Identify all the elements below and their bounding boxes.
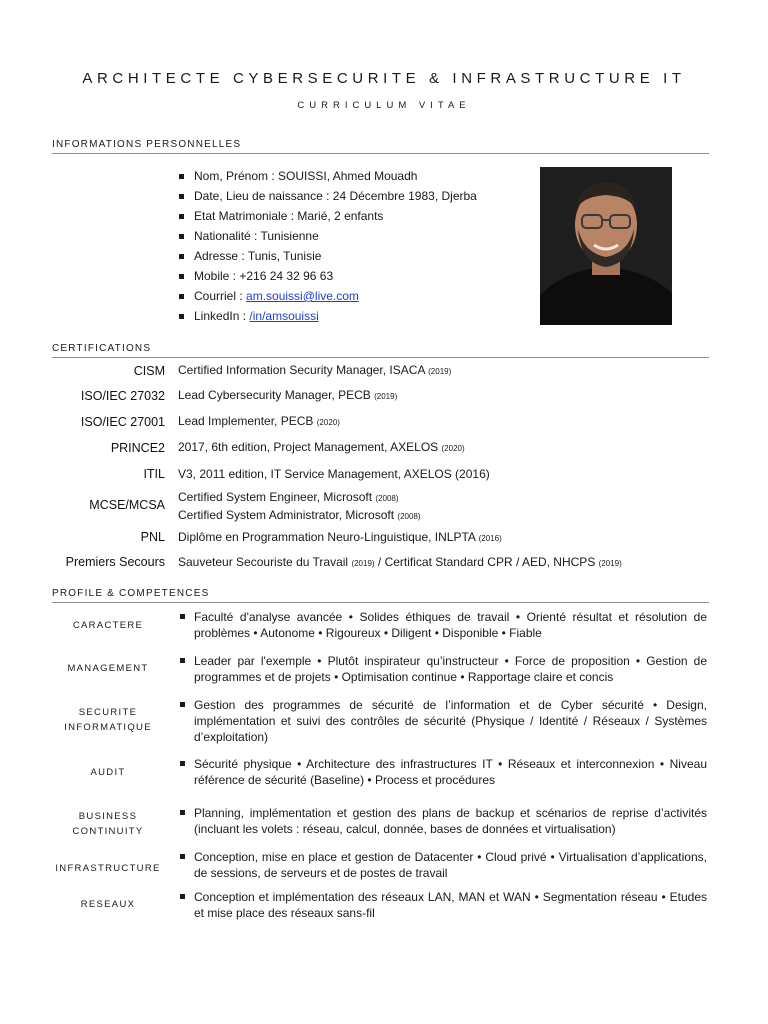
bullet-icon [179,314,184,319]
info-label: LinkedIn : [194,309,247,323]
cert-separator: / [374,555,385,569]
bullet-icon [180,658,185,663]
bullet-icon [180,854,185,859]
info-label: Adresse : [194,249,245,263]
list-item [178,286,477,306]
email-link[interactable]: am.souissi@live.com [246,289,359,303]
cert-desc-text: Diplôme en Programmation Neuro-Linguistique, INLPTA [178,530,476,544]
bullet-icon [179,274,184,279]
info-label: Etat Matrimoniale : [194,209,295,223]
cert-desc-text: Certified System Engineer, Microsoft [178,490,373,504]
page-title: ARCHITECTE CYBERSECURITE & INFRASTRUCTURE IT [82,70,686,87]
bullet-icon [179,294,184,299]
bullet-icon [179,254,184,259]
profile-label: INFRASTRUCTURE [55,863,161,874]
info-value: Marié, 2 enfants [297,209,384,223]
cert-desc-text: Certified Information Security Manager, ISACA [178,363,425,377]
info-label: Courriel : [194,289,243,303]
info-value: 24 Décembre 1983, Djerba [332,189,477,203]
cert-desc-text: Lead Cybersecurity Manager, PECB [178,388,371,402]
info-label: Date, Lieu de naissance : [194,189,330,203]
info-label: Nom, Prénom : [194,169,275,183]
cert-name: ITIL [143,467,165,481]
cert-name: PNL [140,530,165,544]
list-item [178,166,477,186]
cert-desc [178,529,709,547]
info-label: Mobile : [194,269,237,283]
cert-year: (2016) [478,534,502,543]
profile-text: Sécurité physique • Architecture des infrastructures IT • Réseaux et interconnexion • Niveau référence de sécurité (Baseline) • Process et procédures [194,757,707,787]
profile-photo [540,167,672,325]
cert-name: ISO/IEC 27032 [80,389,165,403]
section-heading-personal: INFORMATIONS PERSONNELLES [52,139,709,154]
cert-year: (2020) [441,444,465,453]
list-item [178,226,477,246]
cert-desc [178,413,709,431]
bullet-icon [180,761,185,766]
profile-text: Leader par l'exemple • Plutôt inspirateur qu’instructeur • Force de proposition • Gestion de programmes et de projets • Optimisation continue • Rapportage claire et concis [194,654,707,684]
cert-name: ISO/IEC 27001 [80,415,165,429]
cert-desc-text: 2017, 6th edition, Project Management, AXELOS [178,440,439,454]
bullet-icon [179,214,184,219]
info-value: +216 24 32 96 63 [239,269,334,283]
cert-desc [178,466,709,483]
cert-year: (2019) [428,367,452,376]
cert-name: Premiers Secours [65,555,165,569]
cert-year: (2019) [351,559,375,568]
profile-text: Planning, implémentation et gestion des plans de backup et scénarios de reprise d’activités (incluant les volets : réseau, calcul, donnée, bases de données et virtualisation) [194,806,707,836]
cert-desc-text: Certificat Standard CPR / AED, NHCPS [384,555,596,569]
profile-label: SECURITE INFORMATIQUE [64,707,152,733]
cert-year: (2019) [598,559,622,568]
personal-info-list [178,166,477,326]
linkedin-link[interactable]: /in/amsouissi [249,309,319,323]
profile-label: RESEAUX [80,899,136,910]
bullet-icon [179,174,184,179]
bullet-icon [180,894,185,899]
list-item [178,186,477,206]
profile-text: Gestion des programmes de sécurité de l’information et de Cyber sécurité • Design, implémentation et suivi des contrôles de sécurité (Physique / Identité / Réseaux / Systèmes d’exploitation) [194,698,707,744]
list-item [178,306,477,326]
cert-year: (2020) [316,418,340,427]
cert-year: (2019) [374,392,398,401]
cert-desc [178,387,709,405]
list-item [178,246,477,266]
list-item [178,206,477,226]
info-value: Tunis, Tunisie [247,249,322,263]
cert-desc-text: Lead Implementer, PECB [178,414,314,428]
profile-text: Faculté d'analyse avancée • Solides éthiques de travail • Orienté résultat et résolution de problèmes • Autonome • Rigoureux • Diligent • Disponible • Fiable [194,610,707,640]
bullet-icon [180,614,185,619]
cert-desc [178,489,709,525]
cert-desc-text: V3, 2011 edition, IT Service Management, AXELOS (2016) [178,467,490,481]
bullet-icon [180,702,185,707]
list-item [178,266,477,286]
profile-text: Conception, mise en place et gestion de Datacenter • Cloud privé • Virtualisation d’applications, de sessions, de serveurs et de postes de travail [194,850,707,880]
cert-desc-text: Sauveteur Secouriste du Travail [178,555,349,569]
profile-label: AUDIT [90,767,126,778]
profile-label: CARACTERE [72,620,144,631]
page-subtitle: CURRICULUM VITAE [297,100,471,111]
bullet-icon [179,194,184,199]
cert-name: CISM [133,364,165,378]
bullet-icon [179,234,184,239]
profile-text: Conception et implémentation des réseaux LAN, MAN et WAN • Segmentation réseau • Etudes et mise place des réseaux sans-fil [194,890,707,920]
cert-desc-text: Certified System Administrator, Microsoft [178,508,395,522]
profile-label: BUSINESS CONTINUITY [72,811,144,837]
cert-name: MCSE/MCSA [89,498,165,512]
profile-label: MANAGEMENT [67,663,149,674]
section-heading-profile: PROFILE & COMPETENCES [52,588,709,603]
cert-name: PRINCE2 [110,441,165,455]
info-value: Tunisienne [260,229,319,243]
cert-desc [178,554,709,572]
cert-desc [178,362,709,380]
bullet-icon [180,810,185,815]
cert-year: (2008) [397,512,421,521]
section-heading-certifications: CERTIFICATIONS [52,343,709,358]
cert-year: (2008) [375,494,399,503]
info-label: Nationalité : [194,229,258,243]
cert-desc [178,439,709,457]
info-value: SOUISSI, Ahmed Mouadh [278,169,418,183]
